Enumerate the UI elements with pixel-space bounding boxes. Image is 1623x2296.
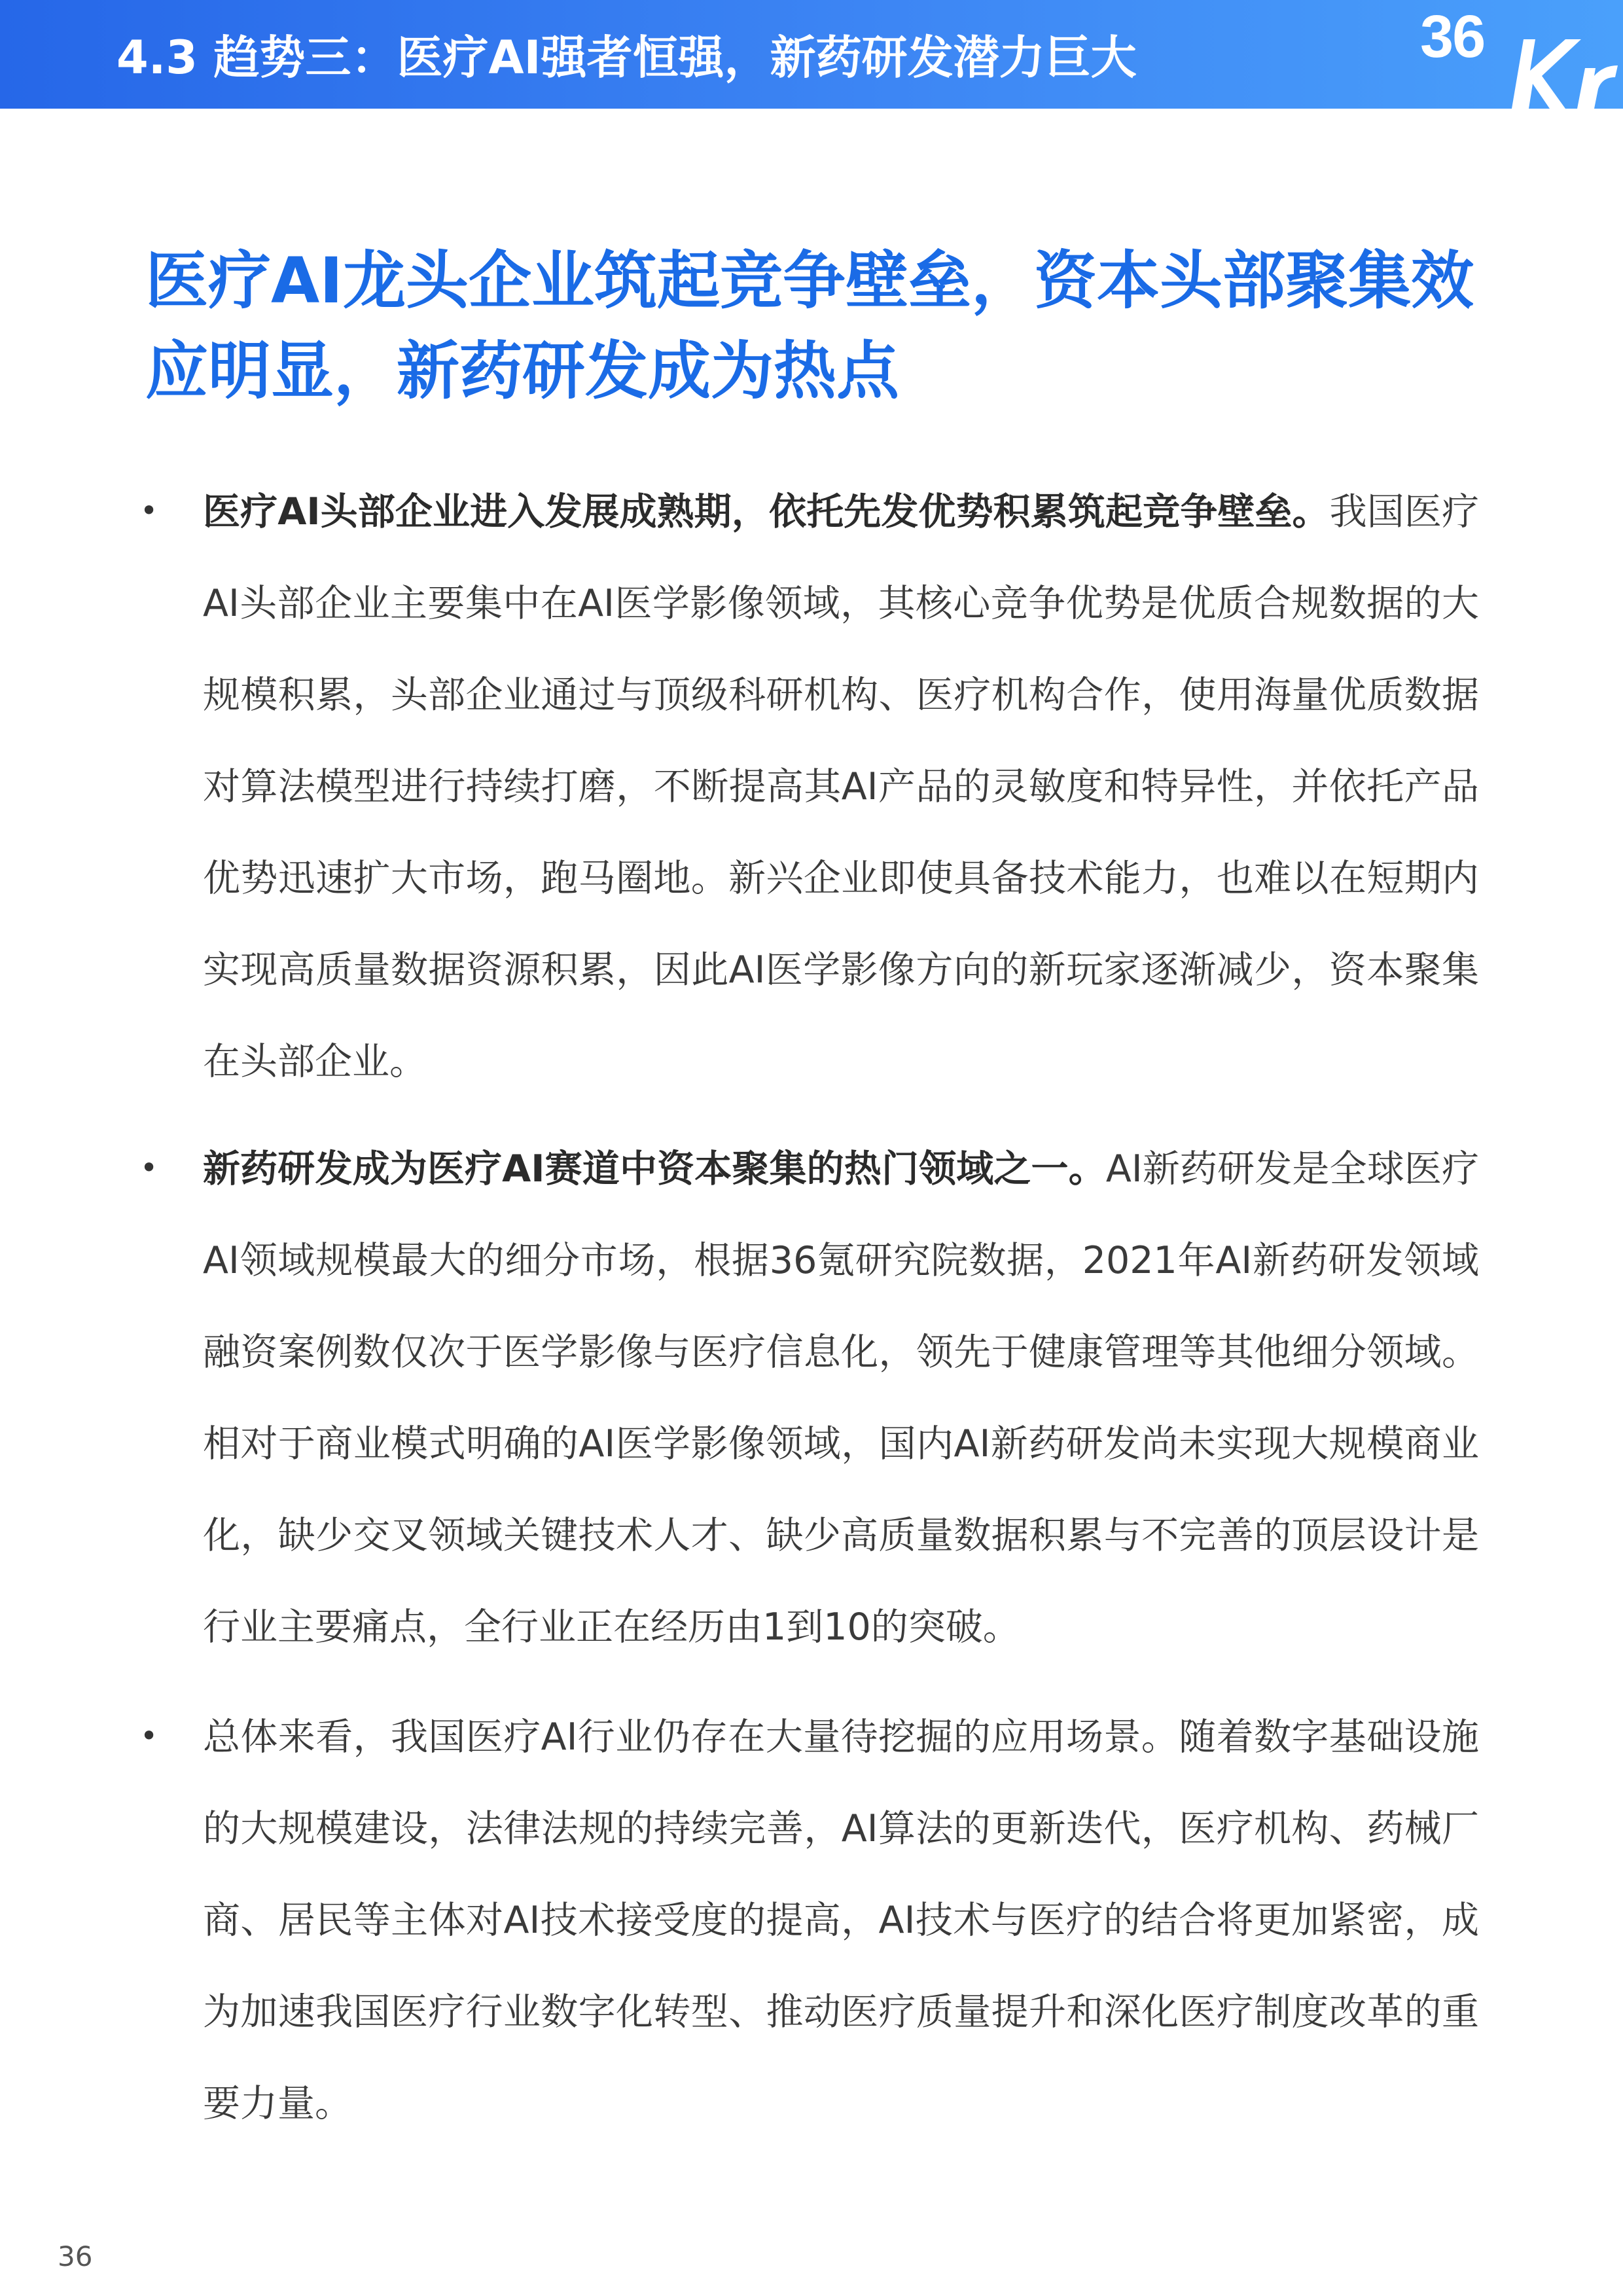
brand-logo: [1414, 0, 1623, 109]
bullet-lead-2: 新药研发成为医疗AI赛道中资本聚集的热门领域之一。: [203, 1147, 1106, 1191]
bullet-paragraph-3: [203, 1691, 1479, 2149]
bullet-text-3: 总体来看，我国医疗AI行业仍存在大量待挖掘的应用场景。随着数字基础设施的大规模建设，法律法规的持续完善，AI算法的更新迭代，医疗机构、药械厂商、居民等主体对AI技术接受度的提高，AI技术与医疗的结合将更加紧密，成为加速我国医疗行业数字化转型、推动医疗质量提升和深化医疗制度改革的重要力量。: [203, 1715, 1479, 2125]
bullet-text-2: AI新药研发是全球医疗AI领域规模最大的细分市场，根据36氪研究院数据，2021年AI新药研发领域融资案例数仅次于医学影像与医疗信息化，领先于健康管理等其他细分领域。相对于商业模式明确的AI医学影像领域，国内AI新药研发尚未实现大规模商业化，缺少交叉领域关键技术人才、缺少高质量数据积累与不完善的顶层设计是行业主要痛点，全行业正在经历由1到10的突破。: [203, 1147, 1479, 1649]
page-number: 36: [58, 2240, 93, 2272]
bullet-marker: •: [140, 493, 158, 528]
bullet-marker: •: [140, 1718, 158, 1753]
header-band: [0, 0, 1623, 109]
bullet-marker: •: [140, 1150, 158, 1185]
header-title: 4.3 趋势三：医疗AI强者恒强，新药研发潜力巨大: [116, 31, 1137, 84]
section-title: 医疗AI龙头企业筑起竞争壁垒，资本头部聚集效应明显，新药研发成为热点: [145, 244, 1474, 408]
logo-numeral: 36: [1420, 3, 1485, 70]
bullet-lead-1: 医疗AI头部企业进入发展成熟期，依托先发优势积累筑起竞争壁垒。: [203, 490, 1330, 533]
bullet-paragraph-2: [203, 1123, 1479, 1673]
bullet-text-1: 我国医疗AI头部企业主要集中在AI医学影像领域，其核心竞争优势是优质合规数据的大规模积累，头部企业通过与顶级科研机构、医疗机构合作，使用海量优质数据对算法模型进行持续打磨，不断提高其AI产品的灵敏度和特异性，并依托产品优势迅速扩大市场，跑马圈地。新兴企业即使具备技术能力，也难以在短期内实现高质量数据资源积累，因此AI医学影像方向的新玩家逐渐减少，资本聚集在头部企业。: [203, 490, 1480, 1083]
bullet-paragraph-1: [203, 466, 1479, 1107]
